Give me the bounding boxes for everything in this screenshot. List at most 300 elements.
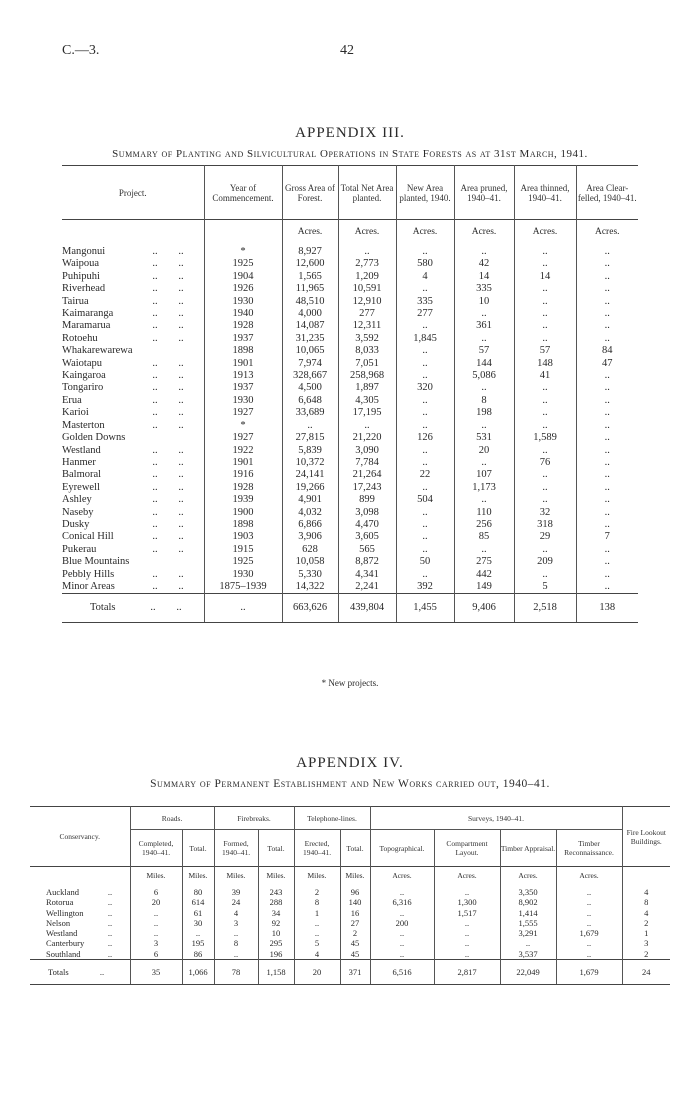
table-cell: 1,173 <box>454 482 514 494</box>
leader-dots: .. <box>152 394 158 406</box>
project-cell <box>62 457 204 469</box>
leader-dots: .. <box>152 580 158 592</box>
column-header: Erected, 1940–41. <box>294 830 340 867</box>
footnote: * New projects. <box>321 678 379 688</box>
table-row <box>62 358 638 370</box>
table-cell: .. <box>396 420 454 432</box>
project-name: Golden Downs <box>62 432 126 444</box>
project-cell <box>62 296 204 308</box>
table-cell: 140 <box>340 897 370 907</box>
conservancy-name: Auckland <box>46 887 80 897</box>
leader-dots: .. <box>178 320 184 332</box>
table-cell: .. <box>396 407 454 419</box>
table-cell: 1927 <box>204 407 282 419</box>
table-cell: * <box>204 246 282 258</box>
table-cell: .. <box>514 382 576 394</box>
totals-cell: 1,158 <box>258 960 294 985</box>
table-row <box>62 283 638 295</box>
project-cell <box>62 469 204 481</box>
units-row <box>62 220 638 239</box>
column-header: Conservancy. <box>59 832 101 841</box>
leader-dots: .. <box>152 382 158 394</box>
table-cell: 899 <box>338 494 396 506</box>
totals-cell: 1,066 <box>182 960 214 985</box>
unit-label: Acres. <box>338 220 396 239</box>
totals-row <box>62 594 638 623</box>
totals-cell: 24 <box>622 960 670 985</box>
table-cell: 1930 <box>204 395 282 407</box>
table-row <box>62 258 638 270</box>
table-cell: 198 <box>454 407 514 419</box>
table-row <box>62 569 638 581</box>
table-row <box>30 928 670 938</box>
table-cell: .. <box>396 445 454 457</box>
totals-row <box>30 960 670 985</box>
table-cell: 4 <box>622 908 670 918</box>
table-cell: 19,266 <box>282 482 338 494</box>
table-cell: 442 <box>454 569 514 581</box>
table-cell: .. <box>454 544 514 556</box>
table-cell: 21,264 <box>338 469 396 481</box>
table-cell: 7,974 <box>282 358 338 370</box>
table-cell: 328,667 <box>282 370 338 382</box>
table-cell: 258,968 <box>338 370 396 382</box>
totals-label-cell <box>30 960 130 985</box>
table-cell: .. <box>576 333 638 345</box>
table-row <box>62 507 638 519</box>
table-row <box>62 320 638 332</box>
leader-dots: .. <box>152 270 158 282</box>
table-cell: .. <box>556 949 622 960</box>
leader-dots: .. <box>178 370 184 382</box>
table-cell: 20 <box>454 445 514 457</box>
leader-dots: .. <box>152 518 158 530</box>
leader-dots: .. <box>178 394 184 406</box>
table-cell: 1,589 <box>514 432 576 444</box>
column-group-header: Firebreaks. <box>214 807 294 830</box>
leader-dots: .. <box>152 370 158 382</box>
table-cell: 1,897 <box>338 382 396 394</box>
table-cell: 6,648 <box>282 395 338 407</box>
document-reference: C.—3. <box>62 43 100 58</box>
project-cell <box>62 370 204 382</box>
table-cell: 8 <box>294 897 340 907</box>
column-header: Total. <box>182 830 214 867</box>
leader-dots: .. <box>152 543 158 555</box>
unit-label: Acres. <box>514 220 576 239</box>
leader-dots: .. <box>152 407 158 419</box>
table-cell: 41 <box>514 370 576 382</box>
table-cell: 5,330 <box>282 569 338 581</box>
project-name: Eyrewell <box>62 481 100 493</box>
table-cell: .. <box>396 507 454 519</box>
table-cell: 200 <box>370 918 434 928</box>
table-row <box>62 345 638 357</box>
table-cell: 3,906 <box>282 531 338 543</box>
table-row <box>62 333 638 345</box>
table-cell: 57 <box>514 345 576 357</box>
table-cell: .. <box>434 918 500 928</box>
table-cell: 1,679 <box>556 928 622 938</box>
project-cell <box>62 482 204 494</box>
conservancy-cell <box>30 897 130 907</box>
column-header: Timber Appraisal. <box>500 830 556 867</box>
project-cell <box>62 569 204 581</box>
table-cell: 85 <box>454 531 514 543</box>
table-cell: 1,565 <box>282 271 338 283</box>
table-cell: .. <box>576 544 638 556</box>
column-header: Area thinned, 1940–41. <box>514 166 576 220</box>
table-cell: 10 <box>454 296 514 308</box>
totals-cell: 1,455 <box>396 594 454 623</box>
table-row <box>62 308 638 320</box>
table-cell: 5 <box>514 581 576 594</box>
table-cell: 27 <box>340 918 370 928</box>
leader-dots: .. <box>178 568 184 580</box>
project-name: Tairua <box>62 295 89 307</box>
table-cell: 4 <box>622 887 670 897</box>
table-cell: 1925 <box>204 258 282 270</box>
leader-dots: .. <box>107 938 113 949</box>
table-cell: .. <box>514 494 576 506</box>
table-cell: 580 <box>396 258 454 270</box>
leader-dots: .. <box>107 887 113 897</box>
project-name: Whakarewarewa <box>62 345 133 357</box>
unit-label: Miles. <box>182 867 214 882</box>
table-cell: 1901 <box>204 457 282 469</box>
table-cell: 3,592 <box>338 333 396 345</box>
table-cell: .. <box>576 469 638 481</box>
table-cell: .. <box>454 333 514 345</box>
table-cell: 8 <box>214 938 258 948</box>
table-row <box>62 519 638 531</box>
conservancy-name: Southland <box>46 948 81 959</box>
table-cell: 24 <box>214 897 258 907</box>
conservancy-name: Nelson <box>46 917 71 928</box>
table-row <box>62 556 638 568</box>
table-cell: 1,845 <box>396 333 454 345</box>
leader-dots: .. <box>178 481 184 493</box>
project-name: Riverhead <box>62 283 106 295</box>
project-cell <box>62 271 204 283</box>
totals-label: Totals <box>48 966 69 977</box>
table-cell: 1900 <box>204 507 282 519</box>
leader-dots: .. <box>178 518 184 530</box>
table-cell: .. <box>514 407 576 419</box>
table-cell: .. <box>370 887 434 897</box>
table-row <box>62 469 638 481</box>
table-cell: .. <box>576 482 638 494</box>
table-cell: 2 <box>294 887 340 897</box>
table-cell: 5,839 <box>282 445 338 457</box>
table-cell: 209 <box>514 556 576 568</box>
table-cell: 5 <box>294 938 340 948</box>
table-cell: 149 <box>454 581 514 594</box>
leader-dots: .. <box>107 928 113 939</box>
table-cell: .. <box>556 918 622 928</box>
table-cell: 1930 <box>204 296 282 308</box>
unit-label: Acres. <box>500 867 556 882</box>
unit-label: Miles. <box>130 867 182 882</box>
table-cell: 61 <box>182 908 214 918</box>
table-cell: .. <box>556 908 622 918</box>
table-cell: .. <box>576 420 638 432</box>
table-row <box>30 887 670 897</box>
table-row <box>62 482 638 494</box>
project-cell <box>62 556 204 568</box>
table-cell: 3,291 <box>500 928 556 938</box>
table-cell: 1937 <box>204 382 282 394</box>
leader-dots: .. <box>178 456 184 468</box>
table-cell: 628 <box>282 544 338 556</box>
table-cell: .. <box>514 246 576 258</box>
table-cell: 4,341 <box>338 569 396 581</box>
table-cell: 3,090 <box>338 445 396 457</box>
table-cell: 1922 <box>204 445 282 457</box>
table-cell: .. <box>338 420 396 432</box>
table-cell: 17,243 <box>338 482 396 494</box>
table-cell: 126 <box>396 432 454 444</box>
conservancy-cell <box>30 887 130 897</box>
table-cell: .. <box>370 949 434 960</box>
leader-dots: .. <box>152 419 158 431</box>
conservancy-cell <box>30 949 130 960</box>
table-cell: .. <box>454 457 514 469</box>
table-cell: 6 <box>130 949 182 960</box>
table-cell: 76 <box>514 457 576 469</box>
table-cell: 12,311 <box>338 320 396 332</box>
table-cell: 86 <box>182 949 214 960</box>
table-cell: .. <box>576 519 638 531</box>
unit-label: Acres. <box>576 220 638 239</box>
table-cell: 33,689 <box>282 407 338 419</box>
table-cell: .. <box>576 507 638 519</box>
table-cell: 1898 <box>204 345 282 357</box>
table-row <box>62 432 638 444</box>
table-cell: 277 <box>396 308 454 320</box>
project-name: Naseby <box>62 506 94 518</box>
column-header: Total. <box>340 830 370 867</box>
table-cell: 48,510 <box>282 296 338 308</box>
table-cell: 1875–1939 <box>204 581 282 594</box>
project-name: Minor Areas <box>62 580 115 592</box>
table-row <box>62 445 638 457</box>
column-group-header: Roads. <box>130 807 214 830</box>
table-row <box>62 494 638 506</box>
leader-dots: .. <box>178 382 184 394</box>
table-cell: 11,965 <box>282 283 338 295</box>
table-cell: 4,000 <box>282 308 338 320</box>
table-cell: 5,086 <box>454 370 514 382</box>
column-header: Formed, 1940–41. <box>214 830 258 867</box>
project-name: Tongariro <box>62 382 104 394</box>
table-cell: .. <box>214 949 258 960</box>
leader-dots: .. <box>178 531 184 543</box>
table-cell: 10,065 <box>282 345 338 357</box>
table-row <box>62 246 638 258</box>
table-row <box>62 531 638 543</box>
column-header: Compartment Layout. <box>434 830 500 867</box>
project-name: Conical Hill <box>62 531 114 543</box>
leader-dots: .. <box>107 897 113 908</box>
table-cell: .. <box>130 918 182 928</box>
leader-dots: .. <box>178 580 184 592</box>
table-cell: 3 <box>622 938 670 948</box>
table-row <box>30 918 670 928</box>
leader-dots: .. <box>152 258 158 270</box>
leader-dots: .. <box>152 469 158 481</box>
table-cell: .. <box>576 569 638 581</box>
leader-dots: .. <box>176 602 182 614</box>
permanent-establishment-table <box>30 806 670 985</box>
conservancy-cell <box>30 928 130 938</box>
leader-dots: .. <box>152 246 158 257</box>
table-cell: 504 <box>396 494 454 506</box>
table-cell: 20 <box>130 897 182 907</box>
table-cell: 2,241 <box>338 581 396 594</box>
column-header: Project. <box>118 187 147 198</box>
table-cell: 12,600 <box>282 258 338 270</box>
table-cell: 107 <box>454 469 514 481</box>
table-cell: 8 <box>622 897 670 907</box>
table-row <box>30 949 670 960</box>
table-cell: 243 <box>258 887 294 897</box>
table-cell: .. <box>396 569 454 581</box>
table-header-row <box>62 166 638 220</box>
totals-cell: 6,516 <box>370 960 434 985</box>
table-row <box>62 370 638 382</box>
table-cell: 7,784 <box>338 457 396 469</box>
units-row <box>30 867 670 882</box>
leader-dots: .. <box>178 506 184 518</box>
table-cell: 24,141 <box>282 469 338 481</box>
table-cell: 34 <box>258 908 294 918</box>
table-cell: .. <box>514 445 576 457</box>
table-cell: 2 <box>340 928 370 938</box>
table-cell: 3,098 <box>338 507 396 519</box>
table-cell: 275 <box>454 556 514 568</box>
table-cell: 1904 <box>204 271 282 283</box>
table-cell: .. <box>576 320 638 332</box>
project-name: Ashley <box>62 494 92 506</box>
table-cell: 10,058 <box>282 556 338 568</box>
table-cell: .. <box>434 938 500 948</box>
table-cell: .. <box>556 938 622 948</box>
project-cell <box>62 320 204 332</box>
table-cell: 96 <box>340 887 370 897</box>
table-cell: 335 <box>396 296 454 308</box>
conservancy-name: Rotorua <box>46 897 74 908</box>
table-cell: 110 <box>454 507 514 519</box>
column-header: Completed, 1940–41. <box>130 830 182 867</box>
column-header: Total. <box>258 830 294 867</box>
leader-dots: .. <box>152 568 158 580</box>
table-cell: 2,773 <box>338 258 396 270</box>
leader-dots: .. <box>152 506 158 518</box>
table-cell: 8,927 <box>282 246 338 258</box>
table-cell: 1927 <box>204 432 282 444</box>
table-cell: .. <box>576 370 638 382</box>
table-cell: .. <box>294 918 340 928</box>
leader-dots: .. <box>178 332 184 344</box>
table-cell: .. <box>454 246 514 258</box>
unit-label: Acres. <box>396 220 454 239</box>
totals-label-cell <box>62 594 204 623</box>
table-cell: 6,866 <box>282 519 338 531</box>
table-cell: 4,305 <box>338 395 396 407</box>
table-cell: 1937 <box>204 333 282 345</box>
totals-cell: 2,817 <box>434 960 500 985</box>
unit-label: Acres. <box>370 867 434 882</box>
table-cell: .. <box>576 246 638 258</box>
table-cell: 1901 <box>204 358 282 370</box>
table-cell: 30 <box>182 918 214 928</box>
table-cell: 10,591 <box>338 283 396 295</box>
conservancy-name: Canterbury <box>46 938 85 949</box>
table-cell: 16 <box>340 908 370 918</box>
table-cell: 42 <box>454 258 514 270</box>
column-group-header: Telephone-lines. <box>294 807 370 830</box>
table-cell: 3,605 <box>338 531 396 543</box>
table-cell: .. <box>396 345 454 357</box>
planting-operations-table <box>62 165 638 623</box>
table-cell: 1930 <box>204 569 282 581</box>
project-name: Waipoua <box>62 258 100 270</box>
table-cell: .. <box>454 494 514 506</box>
table-cell: 12,910 <box>338 296 396 308</box>
leader-dots: .. <box>178 419 184 431</box>
table-cell: .. <box>514 544 576 556</box>
table-cell: 6 <box>130 887 182 897</box>
table-cell: 57 <box>454 345 514 357</box>
leader-dots: .. <box>152 481 158 493</box>
table-cell: 196 <box>258 949 294 960</box>
leader-dots: .. <box>152 444 158 456</box>
totals-label: Totals <box>90 602 116 614</box>
table-cell: 1928 <box>204 482 282 494</box>
table-cell: .. <box>396 482 454 494</box>
project-cell <box>62 382 204 394</box>
table-cell: 29 <box>514 531 576 543</box>
table-row <box>62 407 638 419</box>
leader-dots: .. <box>178 283 184 295</box>
table-cell: 335 <box>454 283 514 295</box>
table-row <box>62 457 638 469</box>
table-cell: .. <box>396 370 454 382</box>
column-header: Year of Commencement. <box>204 166 282 220</box>
table-cell: .. <box>396 283 454 295</box>
table-cell: .. <box>576 432 638 444</box>
leader-dots: .. <box>178 308 184 320</box>
table-row <box>30 938 670 948</box>
leader-dots: .. <box>152 494 158 506</box>
table-cell: 1940 <box>204 308 282 320</box>
project-cell <box>62 258 204 270</box>
table-cell: * <box>204 420 282 432</box>
project-name: Pebbly Hills <box>62 568 115 580</box>
project-name: Blue Mountains <box>62 556 130 568</box>
project-name: Kaingaroa <box>62 370 106 382</box>
totals-cell: 439,804 <box>338 594 396 623</box>
table-cell: .. <box>370 928 434 938</box>
column-header: Area Clear-felled, 1940–41. <box>576 166 638 220</box>
table-cell: 148 <box>514 358 576 370</box>
table-cell: .. <box>514 395 576 407</box>
leader-dots: .. <box>107 948 113 959</box>
table-cell: 10 <box>258 928 294 938</box>
table-cell: .. <box>396 519 454 531</box>
table-cell: .. <box>576 283 638 295</box>
